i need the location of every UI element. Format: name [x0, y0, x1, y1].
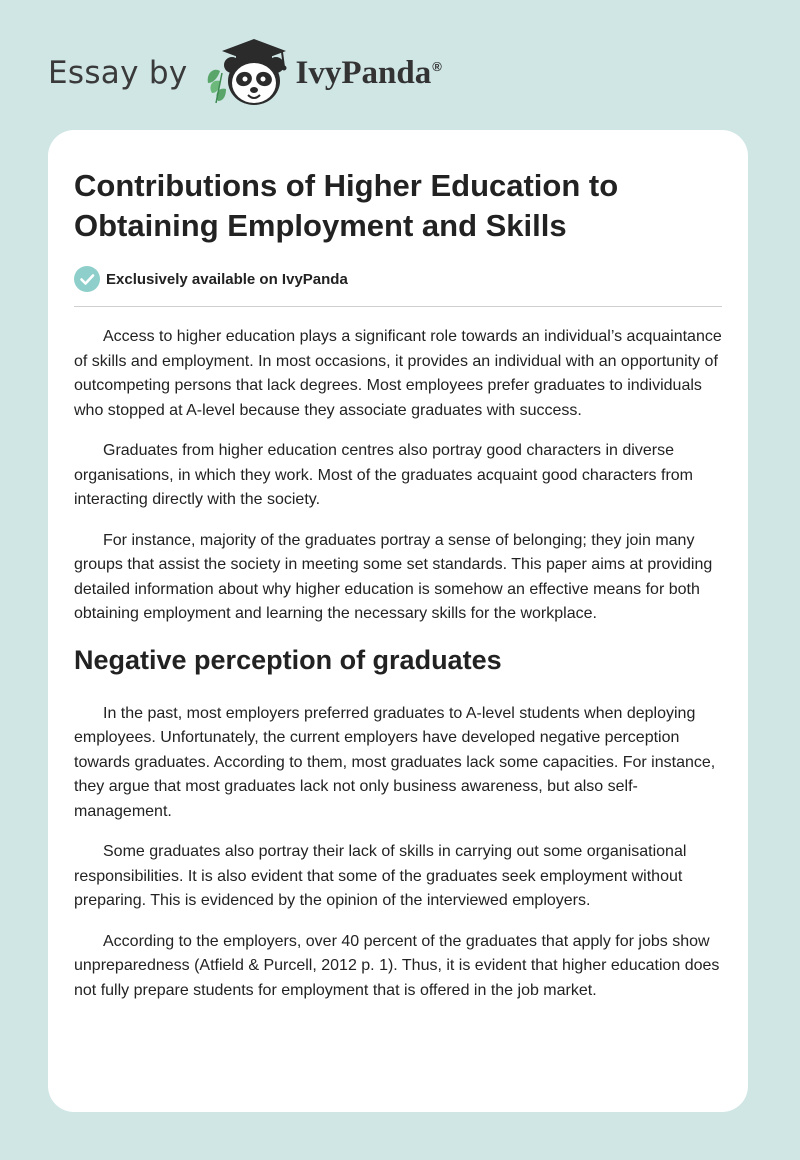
brand-header[interactable]: [48, 38, 442, 108]
title-line-1: Contributions of Higher Education to: [74, 168, 619, 203]
paragraph: According to the employers, over 40 percent of the graduates that apply for jobs show unpreparedness (Atfield & Purcell, 2012 p. 1). Thus, it is evident that higher education does not fully prepare students for employment that is offered in the job market.: [74, 932, 720, 999]
paragraph: Access to higher education plays a significant role towards an individual’s acquaintance of skills and employment. In most occasions, it provides an individual with an opportunity of outcompeting persons that lack degrees. Most employees prefer graduates to individuals who stopped at A-level because they associate graduates with success.: [74, 328, 722, 419]
section-heading: Negative perception of graduates: [74, 644, 502, 675]
title-line-2: Obtaining Employment and Skills: [74, 208, 567, 243]
exclusive-badge: [74, 266, 722, 292]
registered-mark: ®: [432, 58, 442, 74]
brand-prefix: Essay by: [48, 55, 188, 91]
brand-name: IvyPanda®: [295, 54, 442, 91]
page-title: [74, 166, 722, 246]
essay-card: [48, 130, 748, 1112]
check-circle-icon: [74, 266, 100, 292]
paragraph: Some graduates also portray their lack of skills in carrying out some organisational responsibilities. It is also evident that some of the graduates seek employment without preparing. This is evidenced by the opinion of the interviewed employers.: [74, 843, 687, 909]
paragraph: For instance, majority of the graduates portray a sense of belonging; they join many groups that assist the society in meeting some set standards. This paper aims at providing detailed information about why higher education is somehow an effective means for both obtaining employment and learning the necessary skills for the workplace.: [74, 531, 713, 622]
paragraph: Graduates from higher education centres also portray good characters in diverse organisations, in which they work. Most of the graduates acquaint good characters from interacting directly with the society.: [74, 442, 693, 508]
paragraph: In the past, most employers preferred graduates to A-level students when deploying employees. Unfortunately, the current employers have developed negative perception towards graduates. According to them, most graduates lack some capacities. For instance, they argue that most graduates lack not only business awareness, but also self-management.: [74, 704, 716, 820]
divider: [74, 306, 722, 307]
badge-text: Exclusively available on IvyPanda: [106, 270, 348, 288]
panda-graduate-icon: [202, 37, 294, 109]
